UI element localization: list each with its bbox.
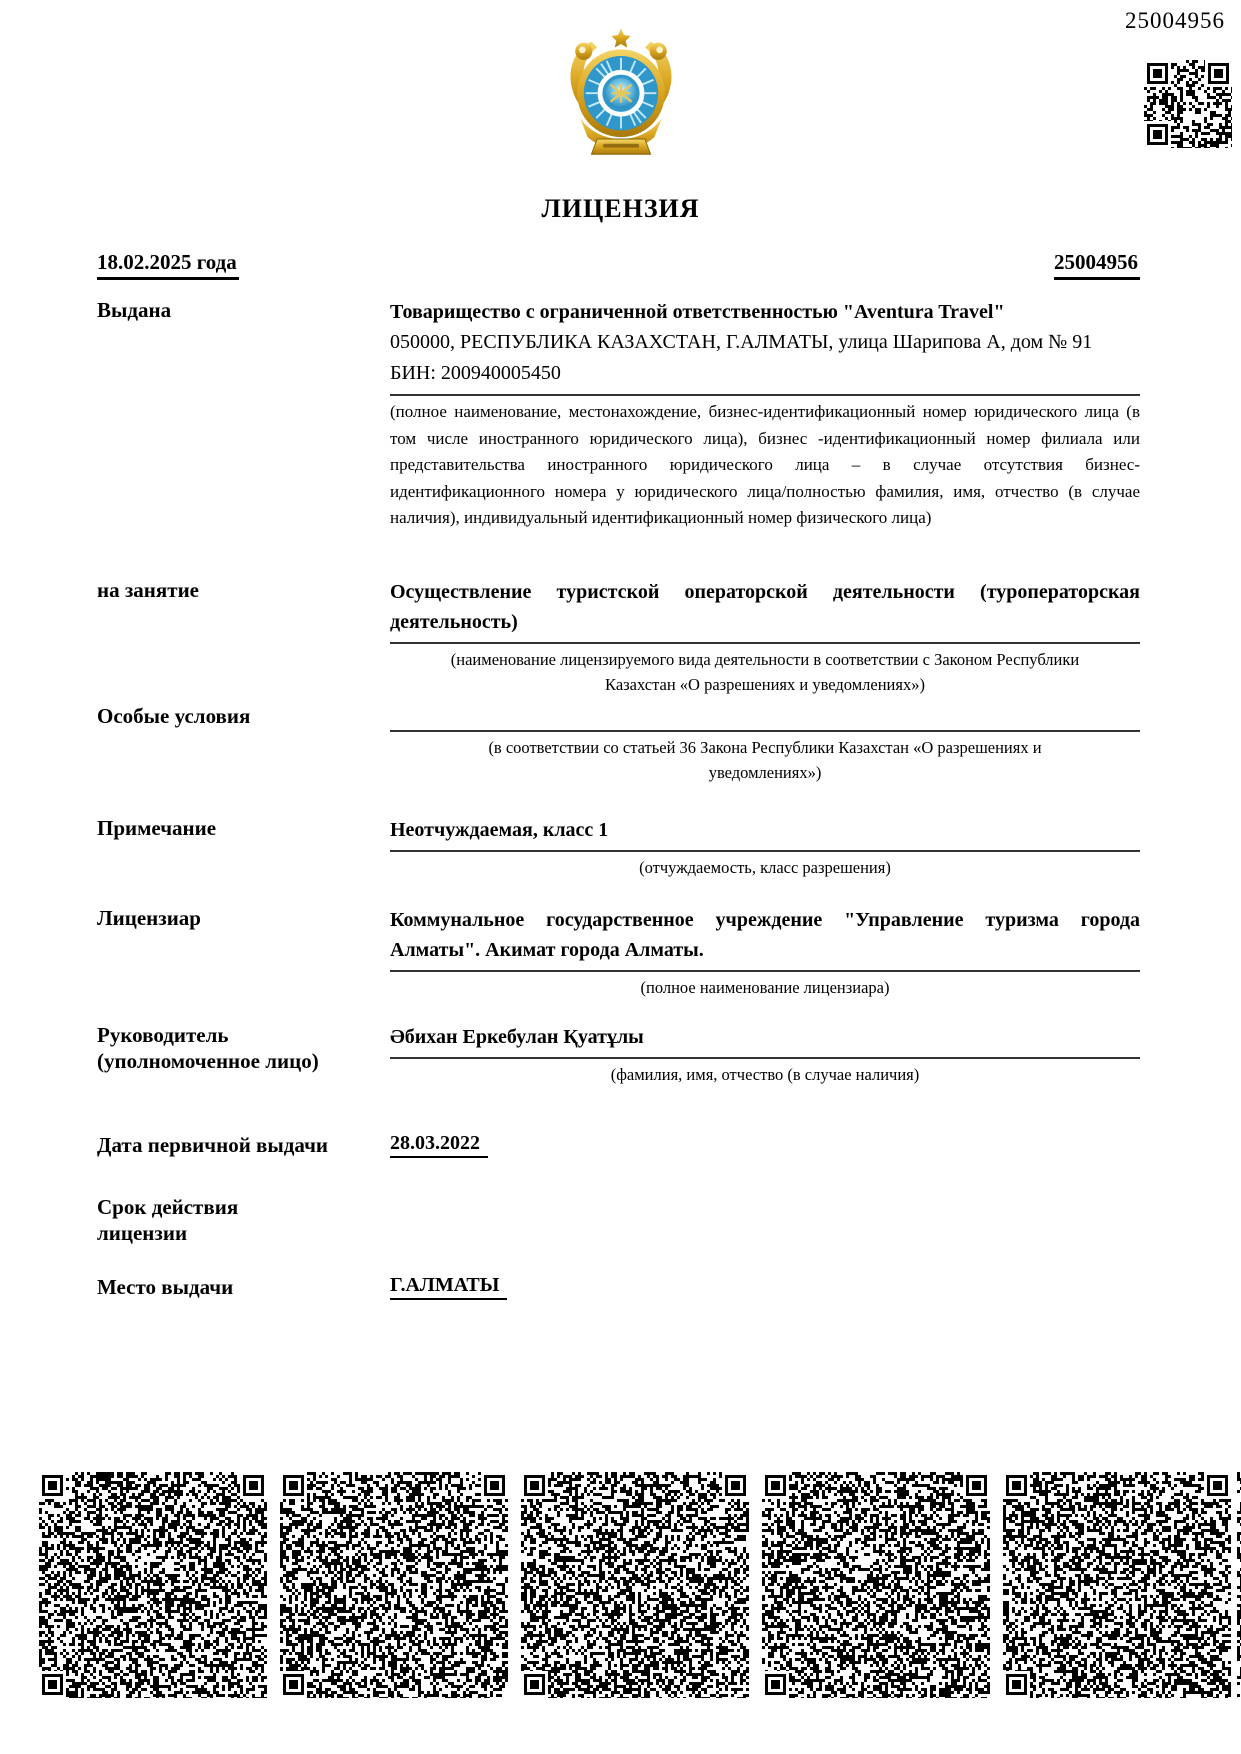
licensee-address: 050000, РЕСПУБЛИКА КАЗАХСТАН, Г.АЛМАТЫ, улица Шарипова А, дом № 91 xyxy=(390,331,1093,353)
field-first-issue-date xyxy=(97,1132,1140,1158)
field-activity xyxy=(97,577,1140,697)
barcode-block-1 xyxy=(39,1472,267,1698)
field-head xyxy=(97,1022,1140,1087)
special-conditions-value xyxy=(390,703,1140,725)
license-number: 25004956 xyxy=(1054,250,1140,280)
field-remark-label: Примечание xyxy=(97,815,217,840)
barcode-strip xyxy=(0,1472,1241,1698)
field-licensor-note: (полное наименование лицензиара) xyxy=(640,977,890,997)
field-licensor xyxy=(97,905,1140,1000)
barcode-block-4 xyxy=(762,1472,990,1698)
field-validity-period-label: Срок действия лицензии xyxy=(97,1194,239,1245)
field-place-of-issue xyxy=(97,1274,1140,1300)
field-remark-note: (отчуждаемость, класс разрешения) xyxy=(639,857,891,877)
barcode-block-5 xyxy=(1003,1472,1231,1698)
field-special-conditions-label: Особые условия xyxy=(97,703,251,728)
field-head-label: Руководитель (уполномоченное лицо) xyxy=(97,1022,319,1073)
field-special-conditions xyxy=(97,703,1140,785)
license-fields xyxy=(97,297,1140,1300)
remark-value: Неотчуждаемая, класс 1 xyxy=(390,818,609,841)
field-special-conditions-note: (в соответствии со статьей 36 Закона Республики Казахстан «О разрешениях и уведомлениях») xyxy=(488,737,1042,782)
barcode-block-3 xyxy=(521,1472,749,1698)
field-head-note: (фамилия, имя, отчество (в случае наличия) xyxy=(610,1064,920,1084)
qr-code-icon xyxy=(1144,60,1232,148)
corner-document-number: 25004956 xyxy=(1125,8,1225,33)
place-of-issue-value: Г.АЛМАТЫ xyxy=(390,1274,507,1300)
field-place-of-issue-label: Место выдачи xyxy=(97,1274,234,1299)
field-activity-label: на занятие xyxy=(97,577,199,602)
licensee-company-name: Товарищество с ограниченной ответственностью "Aventura Travel" xyxy=(390,301,1005,323)
barcode-block-6-partial xyxy=(1237,1472,1241,1698)
field-validity-period xyxy=(97,1194,1140,1246)
document-title: ЛИЦЕНЗИЯ xyxy=(541,194,700,223)
field-issued-to-label: Выдана xyxy=(97,298,172,322)
field-first-issue-date-label: Дата первичной выдачи xyxy=(97,1132,329,1157)
barcode-block-2 xyxy=(280,1472,508,1698)
field-licensor-label: Лицензиар xyxy=(97,905,201,930)
activity-value: Осуществление туристской операторской деятельности (туроператорская деятельность) xyxy=(390,580,1140,633)
licensor-value: Коммунальное государственное учреждение "Управление туризма города Алматы". Акимат города Алматы. xyxy=(390,908,1140,961)
field-remark xyxy=(97,815,1140,880)
issue-date: 18.02.2025 года xyxy=(97,250,239,280)
field-issued-to xyxy=(97,297,1140,532)
field-activity-note: (наименование лицензируемого вида деятельности в соответствии с Законом Республики Казахстан «О разрешениях и уведомлениях») xyxy=(450,649,1080,694)
head-value: Әбихан Еркебулан Қуатұлы xyxy=(390,1025,644,1048)
licensee-bin: БИН: 200940005450 xyxy=(390,362,561,384)
field-issued-to-note: (полное наименование, местонахождение, бизнес-идентификационный номер юридического лица (в том числе иностранного юридического лица), бизнес -идентификационный номер филиала или представительства иностранного юридического лица – в случае отсутствия бизнес-идентификационного номера у юридического лица/полностью фамилия, имя, отчество (в случае наличия), индивидуальный идентификационный номер физического лица) xyxy=(390,402,1140,527)
kazakhstan-emblem-icon xyxy=(559,26,683,175)
first-issue-date-value: 28.03.2022 xyxy=(390,1132,488,1158)
